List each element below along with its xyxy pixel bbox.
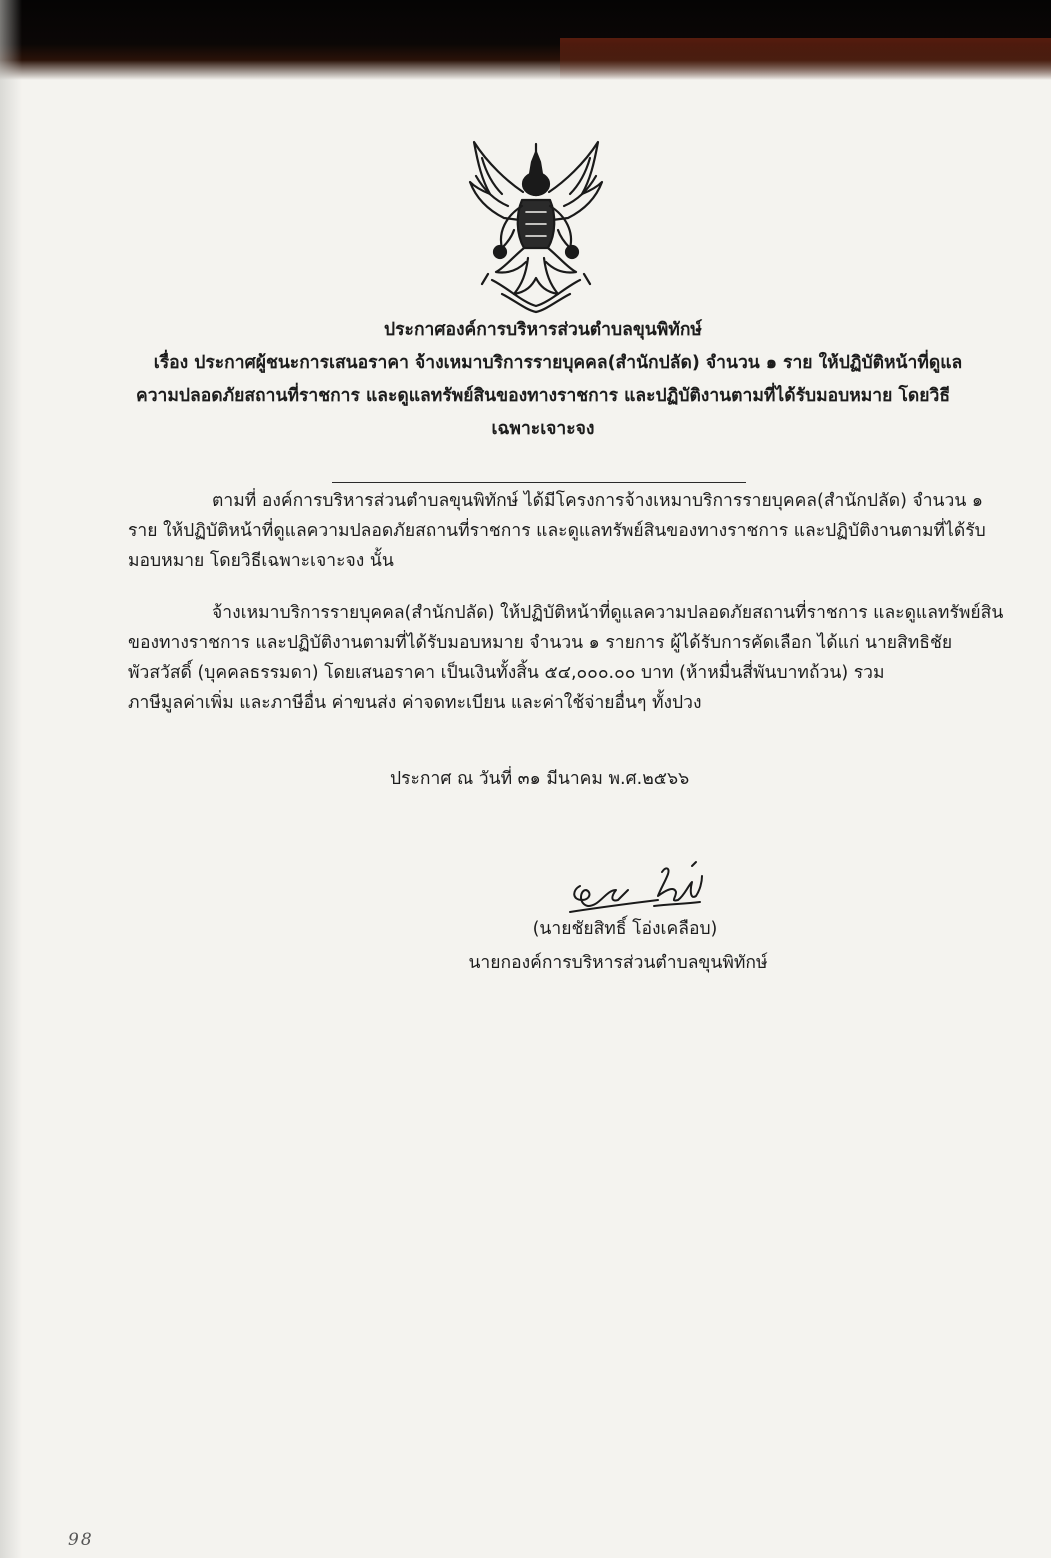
paragraph-1 (128, 486, 986, 576)
signature-icon (566, 860, 716, 920)
page-number-mark: 98 (68, 1530, 94, 1550)
paragraph-1-line: ตามที่ องค์การบริหารส่วนตำบลขุนพิทักษ์ ได้มีโครงการจ้างเหมาบริการรายบุคคล(สำนักปลัด) จำนวน ๑ (212, 491, 983, 511)
paragraph-2-line: ของทางราชการ และปฏิบัติงานตามที่ได้รับมอบหมาย จำนวน ๑ รายการ ผู้ได้รับการคัดเลือก ได้แก่ นายสิทธิชัย (128, 633, 953, 653)
scan-top-edge-tint (560, 38, 1051, 80)
document-header (120, 314, 966, 446)
organization-title: ประกาศองค์การบริหารส่วนตำบลขุนพิทักษ์ (384, 320, 702, 340)
paragraph-2 (128, 598, 1004, 718)
paragraph-1-line: มอบหมาย โดยวิธีเฉพาะเจาะจง นั้น (128, 551, 394, 571)
paragraph-2-line: พัวสวัสดิ์ (บุคคลธรรมดา) โดยเสนอราคา เป็นเงินทั้งสิ้น ๕๔,๐๐๐.๐๐ บาท (ห้าหมื่นสี่พันบาทถ้วน) รวม (128, 663, 885, 683)
signer-title: นายกองค์การบริหารส่วนตำบลขุนพิทักษ์ (468, 953, 768, 973)
subject-line-1: เรื่อง ประกาศผู้ชนะการเสนอราคา จ้างเหมาบริการรายบุคคล(สำนักปลัด) จำนวน ๑ ราย ให้ปฏิบัติหน้าที่ดูแล (153, 353, 963, 373)
paragraph-2-line: ภาษีมูลค่าเพิ่ม และภาษีอื่น ค่าขนส่ง ค่าจดทะเบียน และค่าใช้จ่ายอื่นๆ ทั้งปวง (128, 693, 702, 713)
paper-edge-shade (0, 0, 22, 1558)
paragraph-2-line: จ้างเหมาบริการรายบุคคล(สำนักปลัด) ให้ปฏิบัติหน้าที่ดูแลความปลอดภัยสถานที่ราชการ และดูแลทรัพย์สิน (212, 603, 1004, 623)
subject-line-2: ความปลอดภัยสถานที่ราชการ และดูแลทรัพย์สินของทางราชการ และปฏิบัติงานตามที่ได้รับมอบหมาย โดยวิธี (135, 386, 951, 406)
header-divider (332, 482, 746, 483)
subject-line-3: เฉพาะเจาะจง (491, 419, 595, 439)
paragraph-1-line: ราย ให้ปฏิบัติหน้าที่ดูแลความปลอดภัยสถานที่ราชการ และดูแลทรัพย์สินของทางราชการ และปฏิบัติงานตามที่ได้รับ (128, 521, 986, 541)
announcement-date: ประกาศ ณ วันที่ ๓๑ มีนาคม พ.ศ.๒๕๖๖ (390, 769, 690, 789)
garuda-emblem-icon (468, 134, 604, 316)
signer-name: (นายชัยสิทธิ์ โอ่งเคลือบ) (532, 919, 718, 939)
